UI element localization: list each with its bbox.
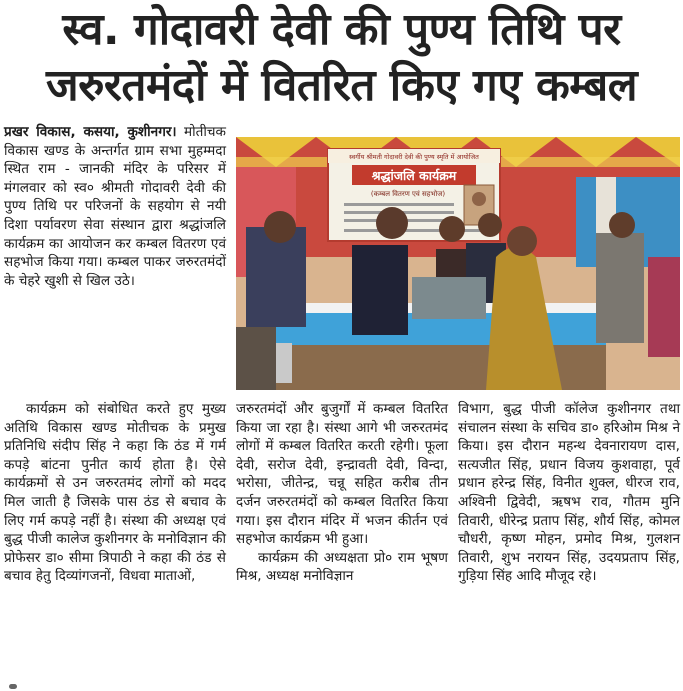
article-column-middle [236,400,448,586]
article-column-right [458,400,680,586]
page-edge-mark [9,684,17,689]
lead-text: मोतीचक विकास खण्ड के अन्तर्गत ग्राम सभा मुहम्मदा स्थित राम - जानकी मंदिर के परिसर में मंगलवार को स्व० श्रीमती गोदावरी देवी की पुण्य तिथि पर परिजनों के सहयोग से नयी दिशा पर्यावरण सेवा संस्थान द्वारा श्रद्धांजलि कार्यक्रम का आयोजन कर कम्बल वितरण एवं सहभोज किया गया। कम्बल पाकर जरुरतमंदों के चेहरे खुशी से खिल उठे। [4,124,226,289]
dateline: प्रखर विकास, कसया, कुशीनगर। [4,124,177,140]
article-lead [4,123,226,290]
headline [0,2,683,114]
article-paragraph: विभाग, बुद्ध पीजी कॉलेज कुशीनगर तथा संचालन संस्था के सचिव डा० हरिओम मिश्र ने किया। इस दौरान महन्थ देवनारायण दास, सत्यजीत सिंह, प्रधान विजय कुशवाहा, पूर्व प्रधान हरेन्द्र सिंह, विनीत शुक्ल, धीरज राव, अश्विनी द्विवेदी, ऋषभ राव, गौतम मुनि तिवारी, धीरेन्द्र प्रताप सिंह, शौर्य सिंह, कोमल चौधरी, कृष्ण मोहन, प्रमोद मिश्र, गुलशन तिवारी, शुभ नरायन सिंह, उदयप्रताप सिंह, गुड़िया सिंह आदि मौजूद रहे। [458,401,680,585]
event-photo-illustration [236,137,680,390]
headline-line-1: स्व. गोदावरी देवी की पुण्य तिथि पर [62,4,621,55]
headline-line-2: जरुरतमंदों में वितरित किए गए कम्बल [45,60,638,111]
article-paragraph: कार्यक्रम को संबोधित करते हुए मुख्य अतिथि विकास खण्ड मोतीचक के प्रमुख प्रतिनिधि संदीप सिंह ने कहा कि ठंड में गर्म कपड़े बांटना पुनीत कार्य होता है। ऐसे कार्यक्रमों से उन जरुरतमंद लोगों को मदद मिल जाती है जिसके पास ठंड से बचाव के लिए गर्म कपड़े नहीं है। संस्था की अध्यक्ष एवं बुद्ध पीजी कालेज कुशीनगर के मनोविज्ञान की प्रोफेसर डा० सीमा त्रिपाठी ने कहा की ठंड से बचाव हेतु दिव्यांगजनों, विधवा माताओं, [4,401,226,585]
banner-title-text: श्रद्धांजलि कार्यक्रम [371,168,457,183]
article-column-left [4,400,226,586]
banner-sub-text: (कम्बल वितरण एवं सहभोज) [370,190,446,198]
banner-top-text: स्वर्गीय श्रीमती गोदावरी देवी की पुण्य स्मृति में आयोजित [349,153,479,161]
article-lead-column [4,123,226,290]
article-paragraph: जरुरतमंदों और बुजुर्गों में कम्बल वितरित किया जा रहा है। संस्था आगे भी जरुरतमंद लोगों में कम्बल वितरित करती रहेगी। फूला देवी, सरोज देवी, इन्द्रावती देवी, विन्दा, भरोसा, जीतेन्द्र, चन्नू सहित करीब तीन दर्जन जरुरतमंदों को कम्बल वितरित किया गया। इस दौरान मंदिर में भजन कीर्तन एवं सहभोज कार्यक्रम भी हुआ। [236,401,448,548]
event-photo [236,137,680,390]
article-paragraph: कार्यक्रम की अध्यक्षता प्रो० राम भूषण मिश्र, अध्यक्ष मनोविज्ञान [236,549,448,585]
